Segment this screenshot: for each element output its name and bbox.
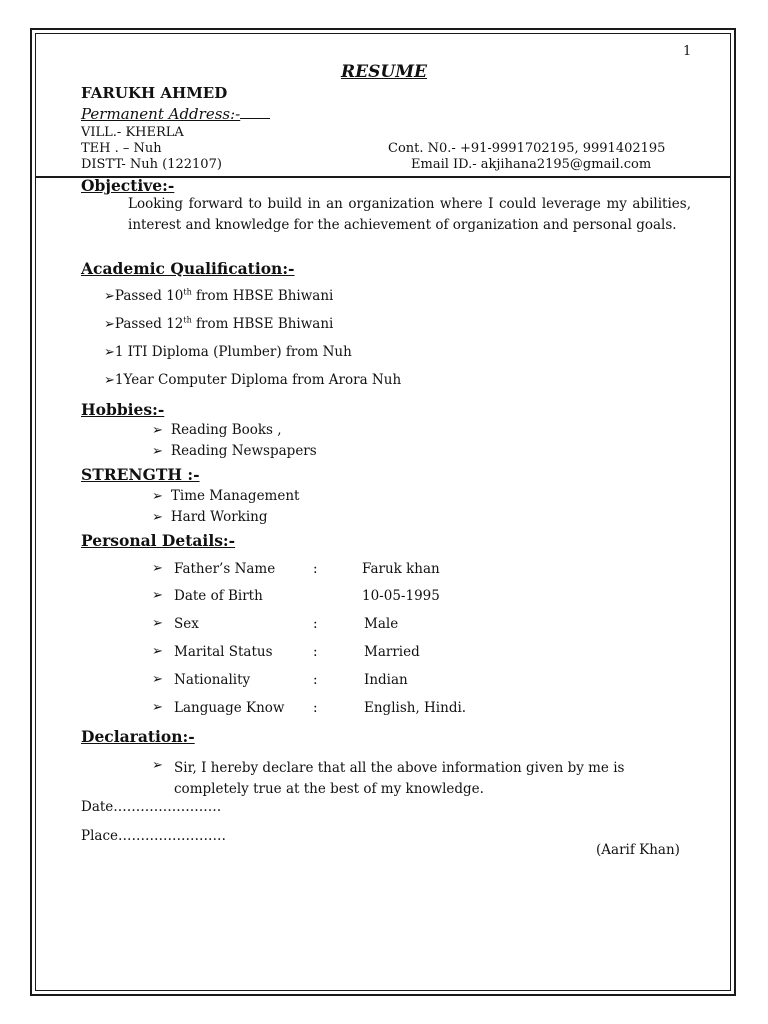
address-vill: VILL.- KHERLA (81, 125, 184, 140)
academic-item (104, 288, 333, 304)
bullet-arrow-icon: ➢ (104, 373, 115, 388)
applicant-name: FARUKH AHMED (81, 84, 228, 102)
declaration-heading: Declaration:- (81, 727, 195, 746)
academic-item (104, 372, 401, 388)
personal-detail-label: Father’s Name (174, 561, 276, 577)
bullet-arrow-icon: ➢ (152, 561, 163, 576)
personal-detail-colon: : (313, 700, 318, 716)
personal-detail-label: Sex (174, 616, 199, 632)
strength-item (152, 509, 268, 525)
address-distt: DISTT- Nuh (122107) (81, 157, 222, 172)
hobbies-item (152, 443, 317, 459)
objective-text: Looking forward to build in an organization where I could leverage my abilities, interest and knowledge for the achievement of organization and personal goals. (128, 196, 691, 233)
strength-heading: STRENGTH :- (81, 465, 200, 484)
bullet-arrow-icon: ➢ (152, 758, 163, 773)
bullet-arrow-icon: ➢ (152, 616, 163, 631)
academic-item (104, 316, 333, 332)
personal-detail-value: Faruk khan (362, 561, 440, 577)
personal-details-heading: Personal Details:- (81, 531, 236, 550)
academic-item-sup: th (183, 287, 192, 297)
academic-item-rest: from HBSE Bhiwani (191, 288, 334, 304)
personal-detail-colon: : (313, 672, 318, 688)
academic-item-text: Passed 12 (114, 316, 184, 332)
personal-detail-value: 10-05-1995 (362, 588, 440, 604)
personal-detail-label: Language Know (174, 700, 285, 716)
academic-item (104, 344, 352, 360)
bullet-arrow-icon: ➢ (152, 444, 163, 459)
academic-item-text: 1 ITI Diploma (Plumber) from Nuh (114, 344, 352, 360)
bullet-arrow-icon: ➢ (152, 588, 163, 603)
hobbies-heading: Hobbies:- (81, 400, 165, 419)
bullet-arrow-icon: ➢ (104, 317, 115, 332)
academic-item-text: Passed 10 (114, 288, 184, 304)
permanent-address-label (81, 104, 270, 123)
academic-item-text: 1Year Computer Diploma from Arora Nuh (114, 372, 402, 388)
personal-detail-label: Nationality (174, 672, 251, 688)
academic-item-sup: th (183, 315, 192, 325)
strength-item (152, 488, 299, 504)
underline-pad (240, 104, 270, 119)
hobbies-item-text: Reading Books , (170, 422, 282, 438)
strength-item-text: Hard Working (170, 509, 268, 525)
personal-detail-label: Date of Birth (174, 588, 263, 604)
personal-detail-value: English, Hindi. (364, 700, 467, 716)
address-teh: TEH . – Nuh (81, 141, 162, 156)
personal-detail-colon: : (313, 616, 318, 632)
date-line: Date…………………… (81, 799, 222, 815)
resume-title: RESUME (341, 62, 427, 82)
strength-item-text: Time Management (170, 488, 300, 504)
hobbies-item (152, 422, 282, 438)
bullet-arrow-icon: ➢ (152, 423, 163, 438)
bullet-arrow-icon: ➢ (152, 510, 163, 525)
bullet-arrow-icon: ➢ (152, 700, 163, 715)
personal-detail-value: Indian (364, 672, 408, 688)
academic-item-rest: from HBSE Bhiwani (191, 316, 334, 332)
objective-heading: Objective:- (81, 176, 175, 195)
bullet-arrow-icon: ➢ (152, 489, 163, 504)
place-line: Place…………………… (81, 828, 226, 844)
page-number: 1 (683, 44, 692, 59)
contact-number: Cont. N0.- +91-9991702195, 9991402195 (388, 141, 666, 156)
academic-heading: Academic Qualification:- (81, 259, 295, 278)
personal-detail-value: Married (364, 644, 420, 660)
signature: (Aarif Khan) (596, 842, 680, 858)
declaration-text: Sir, I hereby declare that all the above information given by me is completely true at the best of my knowledge. (174, 760, 625, 797)
email-id: Email ID.- akjihana2195@gmail.com (411, 157, 652, 172)
bullet-arrow-icon: ➢ (104, 289, 115, 304)
hobbies-item-text: Reading Newspapers (170, 443, 317, 459)
permanent-address-label-text: Permanent Address:- (81, 105, 241, 123)
personal-detail-colon: : (313, 561, 318, 577)
bullet-arrow-icon: ➢ (152, 644, 163, 659)
bullet-arrow-icon: ➢ (104, 345, 115, 360)
personal-detail-label: Marital Status (174, 644, 273, 660)
bullet-arrow-icon: ➢ (152, 672, 163, 687)
personal-detail-value: Male (364, 616, 399, 632)
personal-detail-colon: : (313, 644, 318, 660)
